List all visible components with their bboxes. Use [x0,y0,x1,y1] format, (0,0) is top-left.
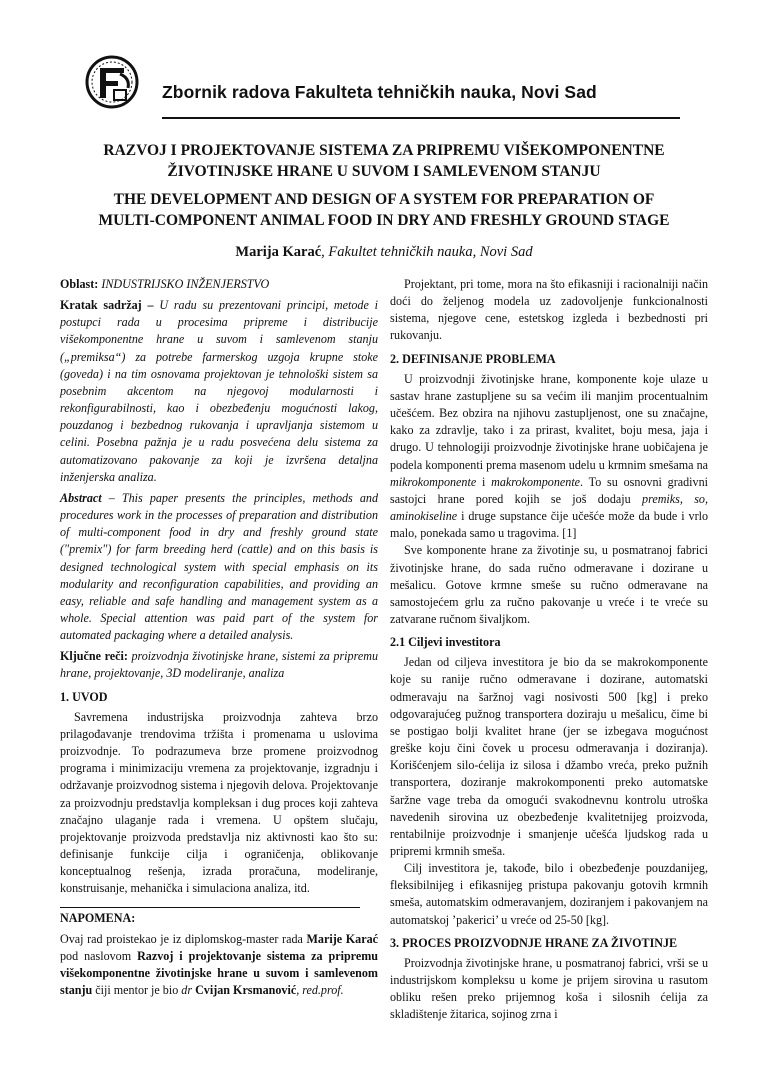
abstract-english [60,490,378,644]
author-affiliation: , Fakultet tehničkih nauka, Novi Sad [321,244,533,260]
problem-text: U proizvodnji životinjske hrane, komponente koje ulaze u sastav hrane zastupljene su sa većim ili manjim procentualnim učešćem. Bez obzira na njihovu zastupljenost, one su značajne, kako za zdravlje, tako i za prirast, kvalitet, boju mesa, jaja i drugo. U tehnologiji proizvodnje životinjske hrane uobičajena je podela komponenti prema masenom udelu u krmnim smešama na [390,371,708,472]
term-salt: , so, [679,491,708,506]
problem-text: i [476,474,492,489]
keywords [60,648,378,682]
note-thesis-title: Razvoj i projektovanje sistema za pripremu višekomponentne životinjske hrane u suvom i samlevenom stanju [60,948,379,998]
term-micro: mikrokomponente [390,474,477,489]
section-heading-problem: 2. DEFINISANJE PROBLEMA [390,351,556,366]
note-text: pod naslovom [60,948,138,963]
uvod-paragraph: Savremena industrijska proizvodnja zahteva brzo prilagođavanje trendovima tržišta i promenama u uslovima proizvodnje. To podrazumeva brze promene proizvodnog programa i minimizaciju vremena za projektovanje, izgradnju i održavanje proizvodnog sistema i njegovih delova. Projektovanje za proizvodnju predstavlja kompleksan i dug proces koji zahteva značajno ulaganje rada i vremena. U opštem slučaju, projektovanje proizvoda predstavlja niz aktivnosti kao što su: definisanje funkcije cilja i ograničenja, oblikovanje konceptualnog rešenja, izrada proračuna, modeliranje, konstruisanje, mehanička i simulaciona analiza, itd. [60,709,378,896]
field-line [60,276,378,293]
problem-paragraph-1 [390,371,708,543]
term-amino: aminokiseline [390,509,458,524]
abstract-text: – This paper presents the principles, methods and procedures work in the processes of preparation and distribution of multi-component food in dry and freshly ground state ("premix") for farm breeding herd (cattle) and on this basis is designed technological system with special emphasis on its modularity and reconfiguration capabilities, and providing an easy, reliable and safe handling and management system as a whole. Special attention was paid part of the system for automated packaging where a detailed analysis. [60,490,378,643]
note-author: Marije Karać [306,931,378,946]
author-name: Marija Karać [235,244,322,260]
title-english-line-1: THE DEVELOPMENT AND DESIGN OF A SYSTEM FOR PREPARATION OF [113,191,655,208]
note-paragraph [60,931,378,1000]
field-value: INDUSTRIJSKO INŽENJERSTVO [98,277,270,291]
right-column [390,276,708,1024]
designer-paragraph: Projektant, pri tome, mora na što efikasniji i racionalniji način doći do željenog modela uz zadovoljenje funkcionalnosti sistema, njegove cene, estetskog izgleda i bezbednosti pri rukovanju. [390,277,708,343]
note-mentor-title: , red.prof. [296,983,344,998]
summary-label: Kratak sadržaj – [60,298,154,313]
section-heading-uvod: 1. UVOD [60,689,108,704]
note-title-dr: dr [181,983,193,998]
title-serbian [60,140,708,182]
header-rule [162,117,680,119]
problem-text: i druge supstance čije učešće može da bude i vrlo malo, ponekada samo u tragovima. [1] [390,509,708,541]
abstract-label: Abstract [60,490,102,505]
subsection-heading-goals: 2.1 Ciljevi investitora [390,635,501,650]
journal-title: Zbornik radova Fakulteta tehničkih nauka, Novi Sad [162,82,597,102]
left-column [60,276,378,999]
section-heading-process: 3. PROCES PROIZVODNJE HRANE ZA ŽIVOTINJE [390,935,678,950]
term-premix: premiks [642,491,680,506]
title-serbian-line-1: RAZVOJ I PROJEKTOVANJE SISTEMA ZA PRIPREMU VIŠEKOMPONENTNE [103,142,665,159]
note-heading: NAPOMENA: [60,911,136,926]
note-text: Ovaj rad proistekao je iz diplomskog-master rada [60,931,307,946]
title-serbian-line-2: ŽIVOTINJSKE HRANE U SUVOM I SAMLEVENOM STANJU [167,163,601,180]
process-paragraph: Proizvodnja životinjske hrane, u posmatranoj fabrici, vrši se u industrijskom kompleksu u kome je prijem sirovina u rasutom obliku rešen preko prijemnog koša i silosnih ćelija za skladištenje žitarica, sojinog zrna i [390,955,708,1022]
summary-text: U radu su prezentovani principi, metode i postupci rada u procesima pripreme i distribucije višekomponentne hrane u suvom i samlevenom stanju („premiksa“) za potrebe farmerskog uzgoja krupne stoke (goveda) i na tim osnovama projektovan je tehnološki sistem sa posebnim akcentom na njegovoj modularnosti i rekonfigurabilnosti, kao i obezbeđenju mogućnosti lakog, pouzdanog i bezbednog rukovanja i upravljanja sistemom u celini. Posebna pažnja je u radu posvećena delu sistema za automatizovano pakovanje za koji je izvršena detaljna inženjerska analiza. [60,298,378,484]
note-text: čiji mentor je bio [92,983,182,998]
goals-paragraph-1: Jedan od ciljeva investitora je bio da se makrokomponente koje su ranije ručno odmeravane i dozirane, automatski odmeravaju na šaržnoj vagi nosivosti 500 [kg] i preko odgovarajućeg pužnog transportera doziraju u mešalicu, čime bi se postigao bolji kvalitet hrane (jer se izbegava mogućnost greške koju čini čovek u procesu odmeravanja i doziranja). Korišćenjem silo-ćelija iz silosa i džambo vreća, preko pužnih transportera, doziranje makrokomponenti preko automatske šaržne vage treba da omogući svakodnevnu kontrolu utroška navedenih sirovina uz obezbeđenje kvalitetnijeg proizvoda, rentabilnije proizvodnje i smanjenje učešća ljudskog rada u pripremi krmnih smeša. [390,655,708,858]
title-english-line-2: MULTI-COMPONENT ANIMAL FOOD IN DRY AND FRESHLY GROUND STAGE [98,212,670,229]
keywords-text: proizvodnja životinjske hrane, sistemi za pripremu hrane, projektovanje, 3D modeliranje, analiza [60,649,378,681]
footnote-rule [60,907,360,908]
keywords-label: Ključne reči: [60,649,128,664]
faculty-logo-icon [84,54,140,110]
journal-header [84,66,684,124]
goals-paragraph-2: Cilj investitora je, takođe, bilo i obezbeđenje pouzdanijeg, fleksibilnijeg i efikasnijeg pristupa pakovanju gotovih krmnih smeša, automatskim odmeravanjem, doziranjem i pakovanjem na automatskoj ’pakerici’ u vreće od 25-50 [kg]. [390,861,708,927]
note-mentor: Cvijan Krsmanović [192,983,297,998]
title-english [60,189,708,231]
problem-paragraph-2: Sve komponente hrane za životinje su, u posmatranoj fabrici životinjske hrane, do sada ručno odmeravane i dozirane u mešalicu. Gotove krmne smeše su ručno odmeravane na samostojećem grlu za ručno pakovanje u vreće i te vreće su zatvarane ručnom šivaljkom. [390,543,708,626]
author-line [60,244,708,261]
term-macro: makrokomponente [491,474,581,489]
summary-serbian [60,297,378,486]
field-label: Oblast: [60,277,99,291]
problem-text: . To su osnovni gradivni sastojci hrane pored kojih se još dodaju [390,474,708,506]
